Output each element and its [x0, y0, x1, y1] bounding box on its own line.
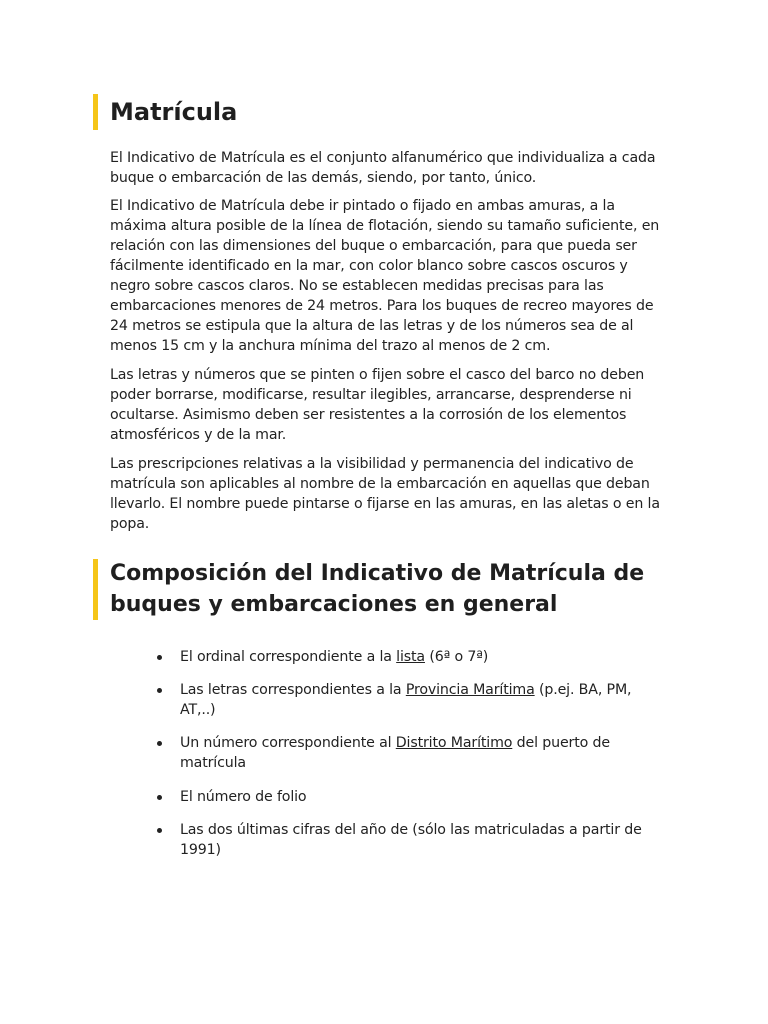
- list-item: [150, 647, 670, 667]
- paragraph-durability: Las letras y números que se pinten o fijen sobre el casco del barco no deben poder borrarse, modificarse, resultar ilegibles, arrancarse, desprenderse ni ocultarse. Asimismo deben ser resistentes a la corrosión de los elementos atmosféricos y de la mar.: [110, 367, 645, 443]
- list-item-text-after: del puerto de matrícula: [180, 735, 610, 771]
- link-lista[interactable]: lista: [396, 649, 425, 665]
- bullet-icon: [157, 828, 162, 833]
- list-item-text-before: El ordinal correspondiente a la: [180, 649, 397, 665]
- list-item-text: [180, 647, 670, 667]
- list-item-text-after: (6ª o 7ª): [424, 649, 489, 665]
- list-item: [150, 787, 670, 807]
- bullet-icon: [157, 795, 162, 800]
- link-distrito-maritimo[interactable]: Distrito Marítimo: [395, 735, 513, 751]
- list-item: [150, 680, 670, 720]
- paragraph-name-visibility: Las prescripciones relativas a la visibilidad y permanencia del indicativo de matrícula son aplicables al nombre de la embarcación en aquellas que deban llevarlo. El nombre puede pintarse o fijarse en las amuras, en las aletas o en la popa.: [110, 456, 660, 532]
- list-item-text: El número de folio: [180, 789, 307, 805]
- list-item-text-before: Las letras correspondientes a la: [180, 682, 406, 698]
- list-item: [150, 820, 670, 860]
- list-item-text: [180, 733, 670, 773]
- list-item-text-before: Un número correspondiente al: [180, 735, 396, 751]
- paragraph-placement: El Indicativo de Matrícula debe ir pintado o fijado en ambas amuras, a la máxima altura posible de la línea de flotación, siendo su tamaño suficiente, en relación con las dimensiones del buque o embarcación, para que pueda ser fácilmente identificado en la mar, con color blanco sobre cascos oscuros y negro sobre cascos claros. No se establecen medidas precisas para las embarcaciones menores de 24 metros. Para los buques de recreo mayores de 24 metros se estipula que la altura de las letras y de los números sea de al menos 15 cm y la anchura mínima del trazo al menos de 2 cm.: [110, 198, 660, 354]
- bullet-icon: [157, 688, 162, 693]
- list-item-text-after: (p.ej. BA, PM, AT,..): [180, 682, 632, 718]
- list-item-text: Las dos últimas cifras del año de (sólo las matriculadas a partir de 1991): [180, 822, 642, 858]
- paragraph-definition: El Indicativo de Matrícula es el conjunto alfanumérico que individualiza a cada buque o embarcación de las demás, siendo, por tanto, único.: [110, 150, 656, 186]
- section-title-matricula: Matrícula: [93, 94, 670, 130]
- list-item: [150, 733, 670, 773]
- bullet-icon: [157, 741, 162, 746]
- section-title-composicion: Composición del Indicativo de Matrícula de buques y embarcaciones en general: [93, 559, 670, 620]
- link-provincia-maritima[interactable]: Provincia Marítima: [405, 682, 535, 698]
- list-item-text: [180, 680, 670, 720]
- bullet-icon: [157, 655, 162, 660]
